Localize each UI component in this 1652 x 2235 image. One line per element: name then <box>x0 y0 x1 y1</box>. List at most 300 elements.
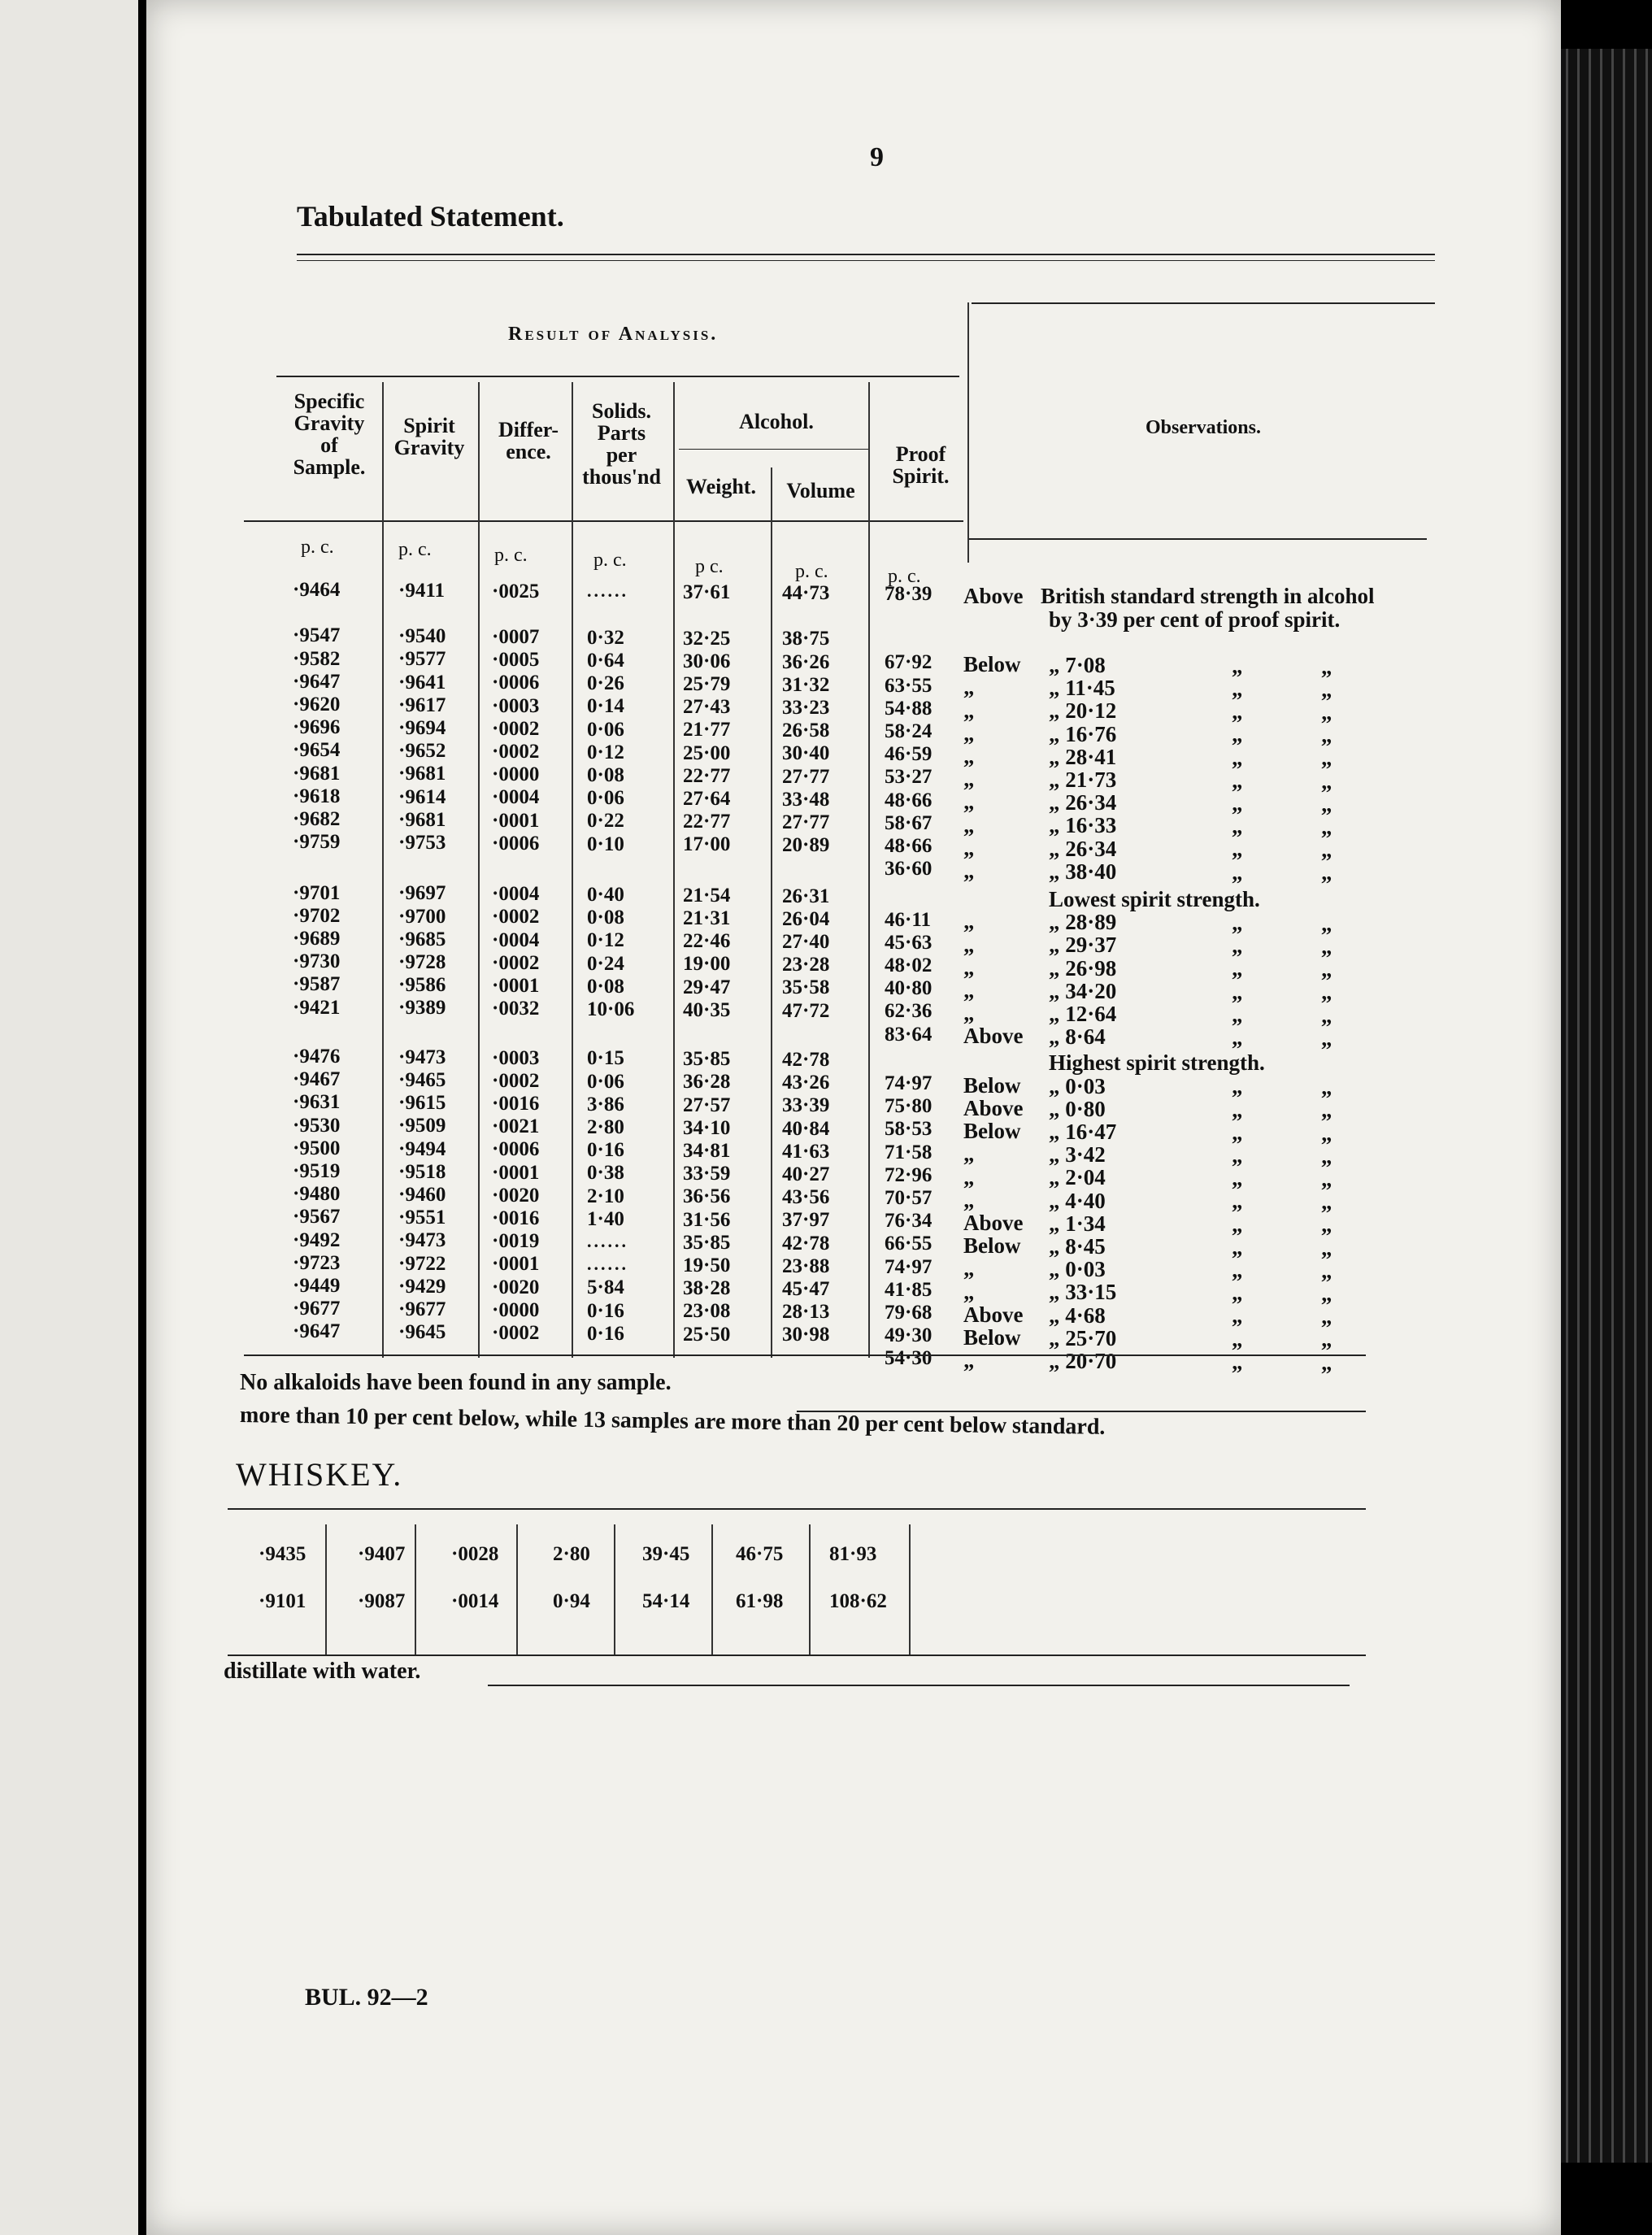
cell-specific-gravity: ·9654 <box>293 739 341 762</box>
whiskey-cell: 61·98 <box>736 1590 784 1612</box>
cell-spirit-gravity: ·9722 <box>398 1252 446 1275</box>
header-rule-obs <box>967 538 1427 540</box>
cell-obs-amount: „ 0·03 <box>1049 1257 1106 1282</box>
cell-obs-ditto-2: „ <box>1321 1235 1332 1260</box>
cell-obs-ditto-1: „ <box>1232 956 1243 981</box>
cell-obs-ditto-2: „ <box>1321 1258 1332 1283</box>
cell-specific-gravity: ·9701 <box>293 881 341 904</box>
cell-solids: 5·84 <box>587 1276 624 1299</box>
cell-obs-amount: „ 0·80 <box>1049 1096 1106 1121</box>
whiskey-bottom-rule <box>228 1655 1366 1656</box>
cell-alcohol-weight: 32·25 <box>683 627 731 650</box>
cell-alcohol-weight: 22·46 <box>683 930 731 953</box>
cell-spirit-gravity: ·9429 <box>398 1275 446 1298</box>
cell-alcohol-weight: 33·59 <box>683 1163 731 1185</box>
cell-obs-direction: „ <box>963 909 975 934</box>
cell-alcohol-weight: 27·64 <box>683 788 731 810</box>
cell-difference: ·0000 <box>492 1298 540 1321</box>
cell-obs-direction: „ <box>963 1348 975 1373</box>
cell-specific-gravity: ·9582 <box>293 647 341 670</box>
cell-difference: ·0019 <box>492 1230 540 1253</box>
cell-solids: 0·06 <box>587 787 624 810</box>
cell-difference: ·0001 <box>492 1253 540 1276</box>
cell-obs-direction: „ <box>963 1001 975 1026</box>
cell-alcohol-volume: 26·58 <box>782 720 830 742</box>
cell-solids: ...... <box>587 1231 628 1251</box>
cell-obs-direction: „ <box>963 835 975 860</box>
cell-obs-direction: „ <box>963 1141 975 1167</box>
cell-alcohol-volume: 26·31 <box>782 885 830 907</box>
cell-obs-ditto-2: „ <box>1321 1002 1332 1028</box>
cell-proof-spirit: 78·39 <box>885 582 933 605</box>
cell-alcohol-weight: 30·06 <box>683 650 731 672</box>
cell-proof-spirit: 83·64 <box>885 1023 933 1046</box>
cell-proof-spirit: 45·63 <box>885 931 933 954</box>
cell-difference: ·0002 <box>492 1069 540 1092</box>
cell-specific-gravity: ·9421 <box>293 996 341 1019</box>
unit-label: p. c. <box>494 545 528 566</box>
cell-alcohol-volume: 44·73 <box>782 582 830 604</box>
cell-alcohol-volume: 27·77 <box>782 765 830 788</box>
cell-specific-gravity: ·9547 <box>293 624 341 647</box>
cell-obs-direction: Below <box>963 1233 1021 1259</box>
cell-difference: ·0020 <box>492 1184 540 1207</box>
whiskey-cell: 81·93 <box>829 1543 877 1565</box>
top-rule <box>297 254 1435 255</box>
top-rule-thin <box>297 260 1435 261</box>
col-header-solids: Solids. Parts per thous'nd <box>582 399 661 489</box>
cell-difference: ·0025 <box>492 580 540 602</box>
cell-spirit-gravity: ·9617 <box>398 694 446 716</box>
unit-label: p. c. <box>888 566 921 587</box>
cell-proof-spirit: 63·55 <box>885 674 933 697</box>
cell-difference: ·0006 <box>492 832 540 854</box>
cell-obs-ditto-1: „ <box>1232 1166 1243 1191</box>
page-number: 9 <box>870 142 884 172</box>
cell-specific-gravity: ·9647 <box>293 670 341 693</box>
cell-obs-ditto-2: „ <box>1321 934 1332 959</box>
cell-specific-gravity: ·9689 <box>293 928 341 950</box>
cell-solids: ...... <box>587 580 628 602</box>
cell-spirit-gravity: ·9641 <box>398 671 446 694</box>
cell-specific-gravity: ·9500 <box>293 1137 341 1159</box>
whiskey-cell: 54·14 <box>642 1590 690 1612</box>
cell-alcohol-volume: 35·58 <box>782 976 830 999</box>
cell-alcohol-weight: 27·43 <box>683 696 731 719</box>
cell-specific-gravity: ·9567 <box>293 1206 341 1228</box>
cell-specific-gravity: ·9682 <box>293 808 341 830</box>
cell-difference: ·0007 <box>492 626 540 648</box>
cell-obs-amount: „ 16·76 <box>1049 721 1117 746</box>
whiskey-column-divider <box>614 1524 615 1655</box>
cell-alcohol-volume: 20·89 <box>782 834 830 857</box>
column-divider <box>478 382 480 1358</box>
cell-obs-direction: „ <box>963 978 975 1002</box>
cell-obs-direction: „ <box>963 812 975 837</box>
cell-spirit-gravity: ·9460 <box>398 1184 446 1206</box>
cell-obs-ditto-1: „ <box>1232 1002 1243 1027</box>
cell-obs-amount: „ 26·34 <box>1049 790 1117 815</box>
cell-proof-spirit: 58·24 <box>885 720 933 742</box>
cell-specific-gravity: ·9702 <box>293 904 341 927</box>
whiskey-column-divider <box>415 1524 416 1655</box>
cell-spirit-gravity: ·9473 <box>398 1229 446 1252</box>
cell-difference: ·0002 <box>492 1322 540 1344</box>
cell-spirit-gravity: ·9645 <box>398 1321 446 1344</box>
cell-solids: 0·24 <box>587 952 624 975</box>
cell-specific-gravity: ·9681 <box>293 762 341 785</box>
cell-solids: 0·06 <box>587 718 624 741</box>
cell-alcohol-volume: 26·04 <box>782 907 830 930</box>
cell-obs-ditto-2: „ <box>1321 1025 1332 1050</box>
cell-obs-amount: „ 11·45 <box>1049 676 1115 701</box>
cell-alcohol-weight: 25·79 <box>683 673 731 695</box>
cell-alcohol-volume: 38·75 <box>782 628 830 650</box>
cell-difference: ·0020 <box>492 1276 540 1298</box>
cell-alcohol-volume: 27·77 <box>782 811 830 833</box>
whiskey-note: distillate with water. <box>224 1659 421 1684</box>
cell-obs-ditto-2: „ <box>1321 860 1332 885</box>
cell-alcohol-weight: 27·57 <box>683 1094 731 1116</box>
cell-specific-gravity: ·9492 <box>293 1228 341 1251</box>
cell-alcohol-weight: 25·00 <box>683 741 731 764</box>
cell-alcohol-volume: 30·40 <box>782 742 830 765</box>
cell-obs-direction: „ <box>963 720 975 746</box>
cell-obs-ditto-1: „ <box>1232 1326 1243 1351</box>
cell-obs-ditto-1: „ <box>1232 859 1243 885</box>
cell-difference: ·0002 <box>492 717 540 740</box>
whiskey-column-divider <box>711 1524 713 1655</box>
cell-spirit-gravity: ·9652 <box>398 740 446 763</box>
whiskey-cell: 108·62 <box>829 1590 887 1612</box>
cell-proof-spirit: 41·85 <box>885 1278 933 1301</box>
cell-solids: 10·06 <box>587 998 635 1020</box>
cell-obs-direction: „ <box>963 767 975 792</box>
cell-difference: ·0004 <box>492 883 540 906</box>
cell-solids: 0·32 <box>587 626 624 649</box>
cell-proof-spirit: 46·11 <box>885 908 931 931</box>
cell-alcohol-weight: 34·10 <box>683 1116 731 1139</box>
cell-alcohol-volume: 41·63 <box>782 1140 830 1163</box>
cell-obs-ditto-2: „ <box>1321 1327 1332 1352</box>
cell-alcohol-volume: 42·78 <box>782 1232 830 1254</box>
cell-alcohol-volume: 45·47 <box>782 1278 830 1300</box>
cell-alcohol-weight: 21·54 <box>683 884 731 907</box>
cell-obs-ditto-1: „ <box>1232 653 1243 678</box>
cell-alcohol-volume: 43·26 <box>782 1072 830 1094</box>
whiskey-cell: ·9435 <box>259 1543 306 1565</box>
whiskey-top-rule <box>228 1508 1366 1510</box>
whiskey-cell: ·0014 <box>451 1590 499 1612</box>
cell-alcohol-weight: 23·08 <box>683 1300 731 1323</box>
cell-spirit-gravity: ·9753 <box>398 832 446 854</box>
page-title: Tabulated Statement. <box>297 200 564 233</box>
cell-alcohol-volume: 31·32 <box>782 673 830 696</box>
cell-difference: ·0005 <box>492 649 540 672</box>
cell-obs-ditto-2: „ <box>1321 676 1332 702</box>
cell-obs-ditto-2: „ <box>1321 654 1332 679</box>
cell-spirit-gravity: ·9586 <box>398 974 446 997</box>
cell-obs-direction: „ <box>963 744 975 768</box>
cell-proof-spirit: 49·30 <box>885 1324 933 1347</box>
cell-specific-gravity: ·9476 <box>293 1046 341 1067</box>
cell-obs-direction: „ <box>963 954 975 980</box>
cell-spirit-gravity: ·9518 <box>398 1160 446 1183</box>
cell-alcohol-volume: 36·26 <box>782 650 830 673</box>
cell-obs-amount: „ 33·15 <box>1049 1280 1117 1305</box>
cell-obs-ditto-1: „ <box>1232 1234 1243 1259</box>
result-rule <box>276 376 959 377</box>
cell-obs-amount: „ 1·34 <box>1049 1211 1106 1236</box>
whiskey-column-divider <box>325 1524 327 1655</box>
cell-alcohol-weight: 35·85 <box>683 1231 731 1254</box>
cell-obs-ditto-1: „ <box>1232 911 1243 935</box>
cell-obs-ditto-1: „ <box>1232 1258 1243 1282</box>
cell-alcohol-volume: 33·39 <box>782 1094 830 1117</box>
cell-alcohol-weight: 35·85 <box>683 1048 731 1071</box>
cell-alcohol-volume: 30·98 <box>782 1324 830 1346</box>
cell-obs-ditto-1: „ <box>1232 1025 1243 1050</box>
alcohol-rule <box>679 449 870 450</box>
cell-proof-spirit: 58·67 <box>885 811 933 834</box>
cell-obs-ditto-2: „ <box>1321 980 1332 1005</box>
cell-obs-amount: „ 20·70 <box>1049 1349 1117 1373</box>
cell-obs-ditto-1: „ <box>1232 791 1243 815</box>
obs-top-rule <box>972 302 1435 304</box>
cell-alcohol-volume: 43·56 <box>782 1186 830 1209</box>
cell-alcohol-weight: 31·56 <box>683 1208 731 1231</box>
column-divider <box>382 382 384 1358</box>
cell-obs-ditto-1: „ <box>1232 699 1243 724</box>
cell-difference: ·0004 <box>492 786 540 809</box>
cell-spirit-gravity: ·9697 <box>398 882 446 905</box>
cell-solids: 0·16 <box>587 1299 624 1322</box>
cell-difference: ·0000 <box>492 763 540 786</box>
result-of-analysis-header: Result of Analysis. <box>508 324 719 345</box>
cell-alcohol-weight: 25·50 <box>683 1323 731 1346</box>
cell-solids: 0·12 <box>587 741 624 763</box>
cell-obs-ditto-1: „ <box>1232 1097 1243 1122</box>
cell-spirit-gravity: ·9694 <box>398 717 446 739</box>
whiskey-cell: ·9407 <box>358 1543 406 1565</box>
cell-solids: 0·26 <box>587 672 624 695</box>
cell-alcohol-weight: 37·61 <box>683 581 731 604</box>
cell-solids: 0·14 <box>587 695 624 718</box>
unit-label: p. c. <box>398 539 432 560</box>
cell-spirit-gravity: ·9494 <box>398 1137 446 1160</box>
whiskey-column-divider <box>516 1524 518 1655</box>
cell-obs-ditto-1: „ <box>1232 837 1243 862</box>
cell-obs-direction: Below <box>963 1072 1021 1098</box>
column-divider <box>771 467 772 1358</box>
cell-obs-ditto-1: „ <box>1232 1143 1243 1168</box>
cell-solids: 0·16 <box>587 1322 624 1345</box>
cell-difference: ·0004 <box>492 928 540 951</box>
cell-solids: 2·10 <box>587 1185 624 1207</box>
cell-solids: 0·06 <box>587 1070 624 1093</box>
whiskey-cell: 46·75 <box>736 1543 784 1565</box>
cell-obs-amount: „ 38·40 <box>1049 859 1117 884</box>
cell-solids: ...... <box>587 1254 628 1275</box>
cell-obs-amount: „ 34·20 <box>1049 978 1117 1003</box>
cell-solids: 0·22 <box>587 810 624 833</box>
adjacent-page-edge <box>0 0 138 2235</box>
cell-alcohol-volume: 47·72 <box>782 999 830 1022</box>
cell-alcohol-volume: 23·88 <box>782 1254 830 1277</box>
cell-obs-amount: „ 26·98 <box>1049 955 1117 981</box>
cell-difference: ·0003 <box>492 694 540 717</box>
cell-specific-gravity: ·9467 <box>293 1068 341 1091</box>
cell-specific-gravity: ·9530 <box>293 1114 341 1137</box>
column-divider <box>572 382 573 1358</box>
cell-obs-ditto-2: „ <box>1321 911 1332 936</box>
cell-solids: 0·15 <box>587 1047 624 1070</box>
cell-obs-direction: „ <box>963 1279 975 1304</box>
cell-proof-spirit: 74·97 <box>885 1255 933 1278</box>
cell-obs-amount: „ 29·37 <box>1049 933 1117 958</box>
cell-proof-spirit: 46·59 <box>885 743 933 766</box>
cell-proof-spirit: 74·97 <box>885 1072 933 1094</box>
cell-proof-spirit: 70·57 <box>885 1187 933 1209</box>
cell-obs-ditto-1: „ <box>1232 1211 1243 1237</box>
footer-bulletin: BUL. 92—2 <box>305 1984 428 2011</box>
cell-difference: ·0002 <box>492 741 540 763</box>
cell-obs-direction: Below <box>963 1325 1021 1350</box>
cell-spirit-gravity: ·9465 <box>398 1069 446 1091</box>
cell-alcohol-weight: 21·31 <box>683 907 731 929</box>
cell-solids: 0·38 <box>587 1162 624 1185</box>
cell-difference: ·0001 <box>492 809 540 832</box>
cell-difference: ·0016 <box>492 1093 540 1115</box>
cell-difference: ·0006 <box>492 672 540 694</box>
cell-obs-ditto-2: „ <box>1321 746 1332 771</box>
cell-specific-gravity: ·9620 <box>293 694 341 715</box>
cell-obs-ditto-1: „ <box>1232 814 1243 839</box>
cell-obs-ditto-2: „ <box>1321 837 1332 863</box>
cell-obs-amount: „ 3·42 <box>1049 1142 1106 1168</box>
col-header-spirit-gravity: Spirit Gravity <box>393 414 465 459</box>
cell-alcohol-weight: 21·77 <box>683 719 731 741</box>
cell-obs-amount: „ 26·34 <box>1049 836 1117 861</box>
cell-spirit-gravity: ·9677 <box>398 1298 446 1320</box>
cell-proof-spirit: 36·60 <box>885 858 933 881</box>
whiskey-cell: ·9101 <box>259 1590 306 1612</box>
cell-obs-amount: „ 25·70 <box>1049 1325 1117 1350</box>
cell-obs-ditto-2: „ <box>1321 957 1332 982</box>
cell-obs-amount: Highest spirit strength. <box>1049 1050 1265 1076</box>
note-alkaloids: No alkaloids have been found in any sample. <box>240 1370 672 1395</box>
cell-specific-gravity: ·9519 <box>293 1160 341 1182</box>
cell-obs-direction: „ <box>963 859 975 883</box>
cell-obs-direction: „ <box>963 932 975 957</box>
cell-obs-ditto-2: „ <box>1321 1167 1332 1191</box>
cell-alcohol-volume: 23·28 <box>782 954 830 976</box>
cell-spirit-gravity: ·9473 <box>398 1046 446 1068</box>
cell-proof-spirit: 54·30 <box>885 1347 933 1370</box>
cell-specific-gravity: ·9723 <box>293 1251 341 1274</box>
cell-obs-direction: Below <box>963 652 1021 677</box>
col-header-observations: Observations. <box>1145 417 1261 438</box>
whiskey-cell: ·0028 <box>451 1543 499 1565</box>
cell-obs-amount: British standard strength in alcohol <box>1041 584 1375 609</box>
cell-obs-ditto-1: „ <box>1232 745 1243 770</box>
cell-alcohol-weight: 40·35 <box>683 998 731 1021</box>
unit-label: p. c. <box>593 550 627 571</box>
whiskey-note-rule <box>488 1685 1350 1686</box>
cell-alcohol-volume: 28·13 <box>782 1301 830 1324</box>
cell-obs-amount: „ 16·47 <box>1049 1120 1117 1144</box>
cell-alcohol-volume: 40·27 <box>782 1163 830 1185</box>
cell-alcohol-weight: 29·47 <box>683 976 731 998</box>
cell-obs-direction: Above <box>963 1096 1024 1120</box>
cell-proof-spirit: 66·55 <box>885 1233 933 1255</box>
cell-obs-amount: Lowest spirit strength. <box>1049 887 1260 911</box>
cell-obs-ditto-2: „ <box>1321 1304 1332 1329</box>
cell-solids: 0·12 <box>587 929 624 952</box>
cell-proof-spirit: 58·53 <box>885 1118 933 1141</box>
cell-obs-ditto-1: „ <box>1232 1120 1243 1145</box>
cell-obs-direction: „ <box>963 698 975 723</box>
cell-specific-gravity: ·9631 <box>293 1091 341 1114</box>
cell-obs-ditto-1: „ <box>1232 1281 1243 1306</box>
cell-alcohol-volume: 27·40 <box>782 931 830 953</box>
cell-obs-direction: „ <box>963 1187 975 1212</box>
cell-difference: ·0032 <box>492 998 540 1020</box>
cell-alcohol-volume: 40·84 <box>782 1117 830 1140</box>
cell-solids: 1·40 <box>587 1207 624 1230</box>
cell-solids: 0·08 <box>587 907 624 929</box>
cell-solids: 0·40 <box>587 884 624 906</box>
whiskey-cell: 2·80 <box>553 1543 590 1565</box>
cell-proof-spirit: 54·88 <box>885 697 933 720</box>
cell-proof-spirit: 40·80 <box>885 977 933 1000</box>
cell-proof-spirit: 76·34 <box>885 1210 933 1233</box>
cell-specific-gravity: ·9587 <box>293 973 341 996</box>
cell-obs-ditto-1: „ <box>1232 676 1243 701</box>
cell-difference: ·0001 <box>492 975 540 997</box>
book-binding <box>1561 49 1652 2163</box>
cell-proof-spirit: 62·36 <box>885 1000 933 1023</box>
cell-alcohol-weight: 19·00 <box>683 953 731 976</box>
cell-obs-ditto-2: „ <box>1321 768 1332 794</box>
cell-difference: ·0016 <box>492 1207 540 1229</box>
cell-obs-ditto-2: „ <box>1321 1350 1332 1375</box>
cell-obs-ditto-1: „ <box>1232 979 1243 1004</box>
cell-obs-amount: „ 28·89 <box>1049 910 1117 935</box>
cell-obs-ditto-1: „ <box>1232 1303 1243 1328</box>
cell-difference: ·0021 <box>492 1115 540 1138</box>
whiskey-heading: WHISKEY. <box>236 1456 403 1493</box>
unit-label: p. c. <box>795 561 828 582</box>
cell-obs-ditto-2: „ <box>1321 723 1332 748</box>
whiskey-column-divider <box>909 1524 911 1655</box>
col-header-volume: Volume <box>786 479 855 502</box>
cell-spirit-gravity: ·9389 <box>398 997 446 1020</box>
table-bottom-rule <box>244 1354 1366 1356</box>
cell-obs-amount: „ 4·40 <box>1049 1188 1106 1213</box>
cell-spirit-gravity: ·9540 <box>398 625 446 648</box>
cell-solids: 3·86 <box>587 1093 624 1115</box>
cell-spirit-gravity: ·9728 <box>398 951 446 973</box>
cell-obs-ditto-1: „ <box>1232 1074 1243 1099</box>
cell-proof-spirit: 72·96 <box>885 1163 933 1186</box>
cell-obs-amount: „ 8·45 <box>1049 1234 1106 1259</box>
cell-obs-ditto-2: „ <box>1321 815 1332 839</box>
cell-obs-ditto-2: „ <box>1321 1075 1332 1100</box>
cell-obs-ditto-1: „ <box>1232 722 1243 747</box>
cell-obs-ditto-1: „ <box>1232 1349 1243 1374</box>
cell-difference: ·0002 <box>492 951 540 974</box>
